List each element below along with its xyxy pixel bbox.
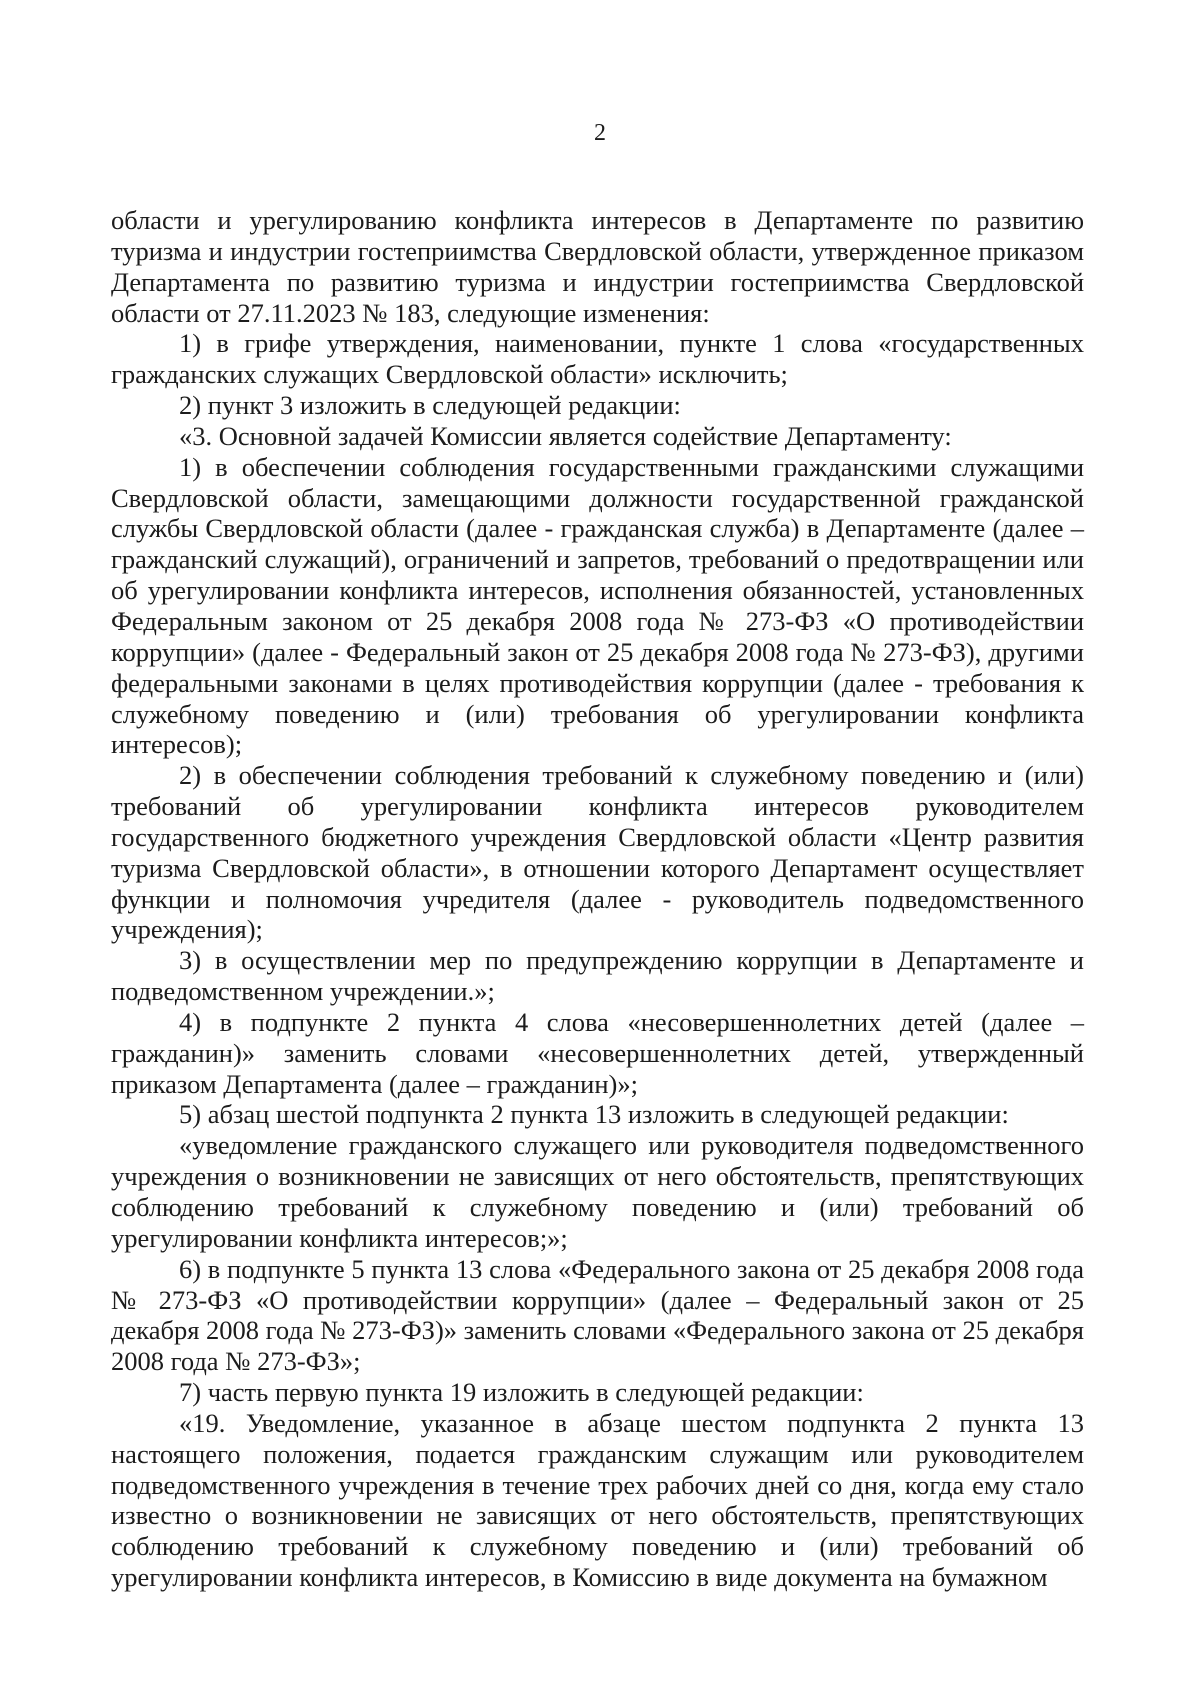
paragraph: 6) в подпункте 5 пункта 13 слова «Федерального закона от 25 декабря 2008 года № 273-ФЗ «О противодействии коррупции» (далее – Федеральный закон от 25 декабря 2008 года № 273-ФЗ)» заменить словами «Федерального закона от 25 декабря 2008 года № 273-ФЗ»; xyxy=(111,1253,1084,1377)
paragraph: 2) в обеспечении соблюдения требований к служебному поведению и (или) требований об урегулировании конфликта интересов руководителем государственного бюджетного учреждения Свердловской области «Центр развития туризма Свердловской области», в отношении которого Департамент осуществляет функции и полномочия учредителя (далее - руководитель подведомственного учреждения); xyxy=(111,760,1084,945)
paragraph: 1) в грифе утверждения, наименовании, пункте 1 слова «государственных гражданских служащих Свердловской области» исключить; xyxy=(111,328,1084,390)
page-number: 2 xyxy=(594,120,606,146)
document-body xyxy=(111,205,1084,1593)
paragraph: 3) в осуществлении мер по предупреждению коррупции в Департаменте и подведомственном учреждении.»; xyxy=(111,945,1084,1007)
paragraph: 2) пункт 3 изложить в следующей редакции: xyxy=(179,390,681,421)
paragraph: «3. Основной задачей Комиссии является содействие Департаменту: xyxy=(179,420,952,451)
paragraph: 7) часть первую пункта 19 изложить в следующей редакции: xyxy=(179,1377,864,1408)
paragraph: 1) в обеспечении соблюдения государственными гражданскими служащими Свердловской области, замещающими должности государственной гражданской службы Свердловской области (далее - гражданская служба) в Департаменте (далее – гражданский служащий), ограничений и запретов, требований о предотвращении или об урегулировании конфликта интересов, исполнения обязанностей, установленных Федеральным законом от 25 декабря 2008 года № 273-ФЗ «О противодействии коррупции» (далее - Федеральный закон от 25 декабря 2008 года № 273-ФЗ), другими федеральными законами в целях противодействия коррупции (далее - требования к служебному поведению и (или) требования об урегулировании конфликта интересов); xyxy=(111,451,1084,760)
paragraph: «19. Уведомление, указанное в абзаце шестом подпункта 2 пункта 13 настоящего положения, подается гражданским служащим или руководителем подведомственного учреждения в течение трех рабочих дней со дня, когда ему стало известно о возникновении не зависящих от него обстоятельств, препятствующих соблюдению требований к служебному поведению и (или) требований об урегулировании конфликта интересов, в Комиссию в виде документа на бумажном xyxy=(111,1407,1084,1593)
paragraph: 5) абзац шестой подпункта 2 пункта 13 изложить в следующей редакции: xyxy=(179,1099,1009,1130)
paragraph: «уведомление гражданского служащего или руководителя подведомственного учреждения о возникновении не зависящих от него обстоятельств, препятствующих соблюдению требований к служебному поведению и (или) требований об урегулировании конфликта интересов;»; xyxy=(111,1130,1084,1253)
paragraph: 4) в подпункте 2 пункта 4 слова «несовершеннолетних детей (далее – гражданин)» заменить словами «несовершеннолетних детей, утвержденный приказом Департамента (далее – гражданин)»; xyxy=(111,1006,1084,1099)
paragraph: области и урегулированию конфликта интересов в Департаменте по развитию туризма и индустрии гостеприимства Свердловской области, утвержденное приказом Департамента по развитию туризма и индустрии гостеприимства Свердловской области от 27.11.2023 № 183, следующие изменения: xyxy=(111,205,1084,328)
